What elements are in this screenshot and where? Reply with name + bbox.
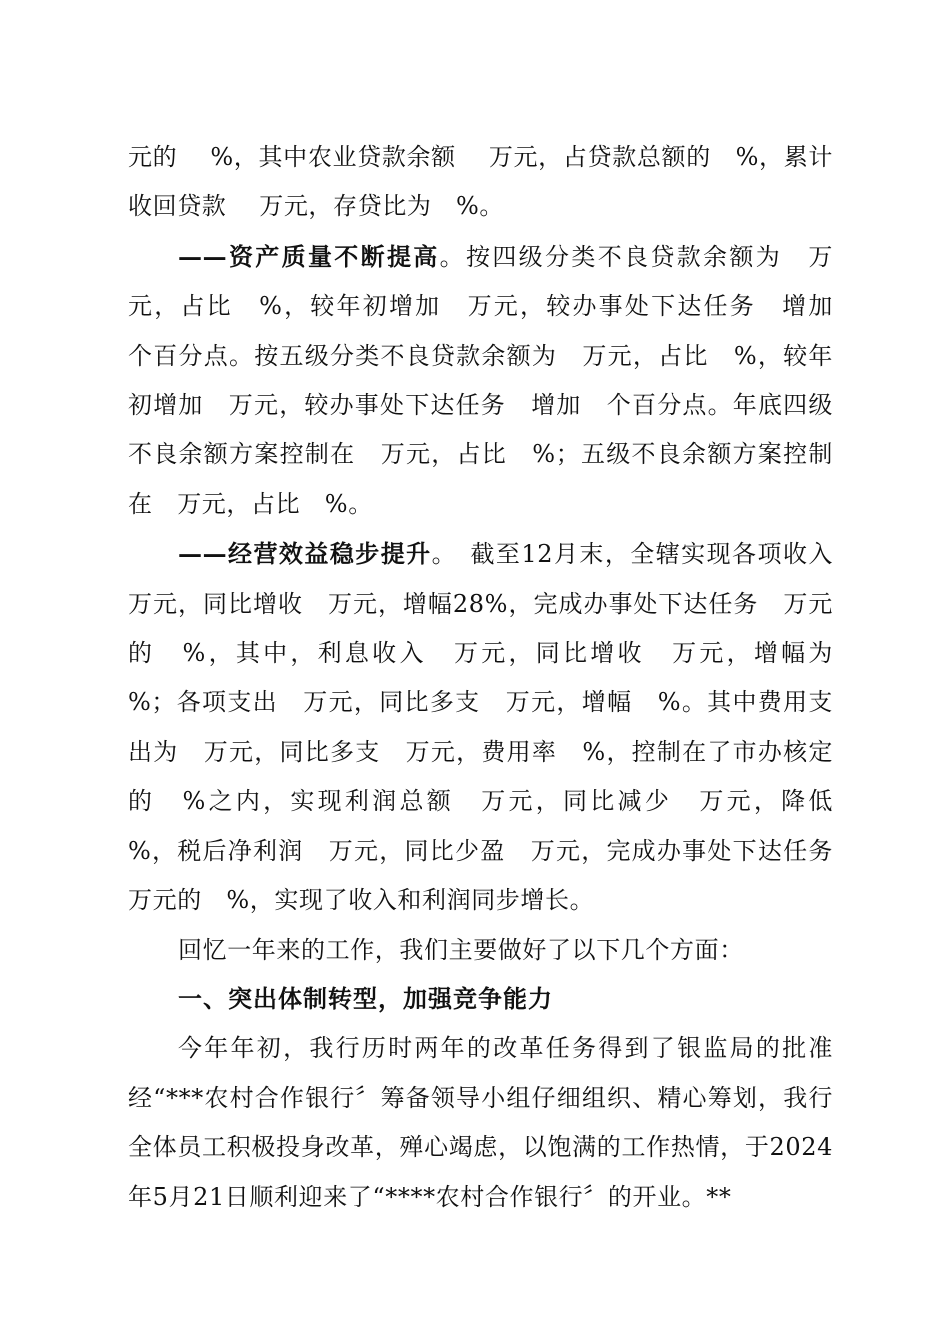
section-heading-text: 一、突出体制转型，加强竞争能力 (178, 984, 553, 1013)
paragraph-lead-bold: ——经营效益稳步提升 (178, 539, 432, 569)
paragraph-text: 。 截至12月末，全辖实现各项收入 万元，同比增收 万元，增幅28%，完成办事处下达任务 万元的 %，其中，利息收入 万元，同比增收 万元，增幅为 %；各项支出 万元，同比多支 万元，增幅 %。其中费用支出为 万元，同比多支 万元，费用率 %，控制在了市办核定的 %之内，实现利润总额 万元，同比减少 万元，降低 %，税后净利润 万元，同比少盈 万元，完成办事处下达任务 万元的 %，实现了收入和利润同步增长。 (128, 540, 858, 915)
paragraph-lead-bold: ——资产质量不断提高 (178, 241, 440, 271)
paragraph-text: 回忆一年来的工作，我们主要做好了以下几个方面： (178, 935, 744, 964)
paragraph-review-intro (128, 926, 833, 975)
document-body (128, 133, 858, 1222)
section-heading-1 (128, 975, 833, 1024)
paragraph-loan-summary (128, 133, 833, 232)
paragraph-reform (128, 1024, 833, 1222)
paragraph-text: 。按四级分类不良贷款余额为 万元，占比 %，较年初增加 万元，较办事处下达任务 增加 个百分点。按五级分类不良贷款余额为 万元，占比 %，较年初增加 万元，较办事处下达任务 增加 个百分点。年底四级不良余额方案控制在 万元，占比 %；五级不良余额方案控制在 万元，占比 %。 (128, 242, 858, 518)
paragraph-text: 元的 %，其中农业贷款余额 万元，占贷款总额的 %，累计收回贷款 万元，存贷比为 %。 (128, 143, 833, 221)
paragraph-asset-quality (128, 232, 858, 529)
paragraph-text: 今年年初，我行历时两年的改革任务得到了银监局的批准经“***农村合作银行〞筹备领导小组仔细组织、精心筹划，我行全体员工积极投身改革，殚心竭虑，以饱满的工作热情，于2024年5月21日顺利迎来了“****农村合作银行〞的开业。** (128, 1034, 833, 1211)
paragraph-operating-efficiency (128, 529, 858, 925)
